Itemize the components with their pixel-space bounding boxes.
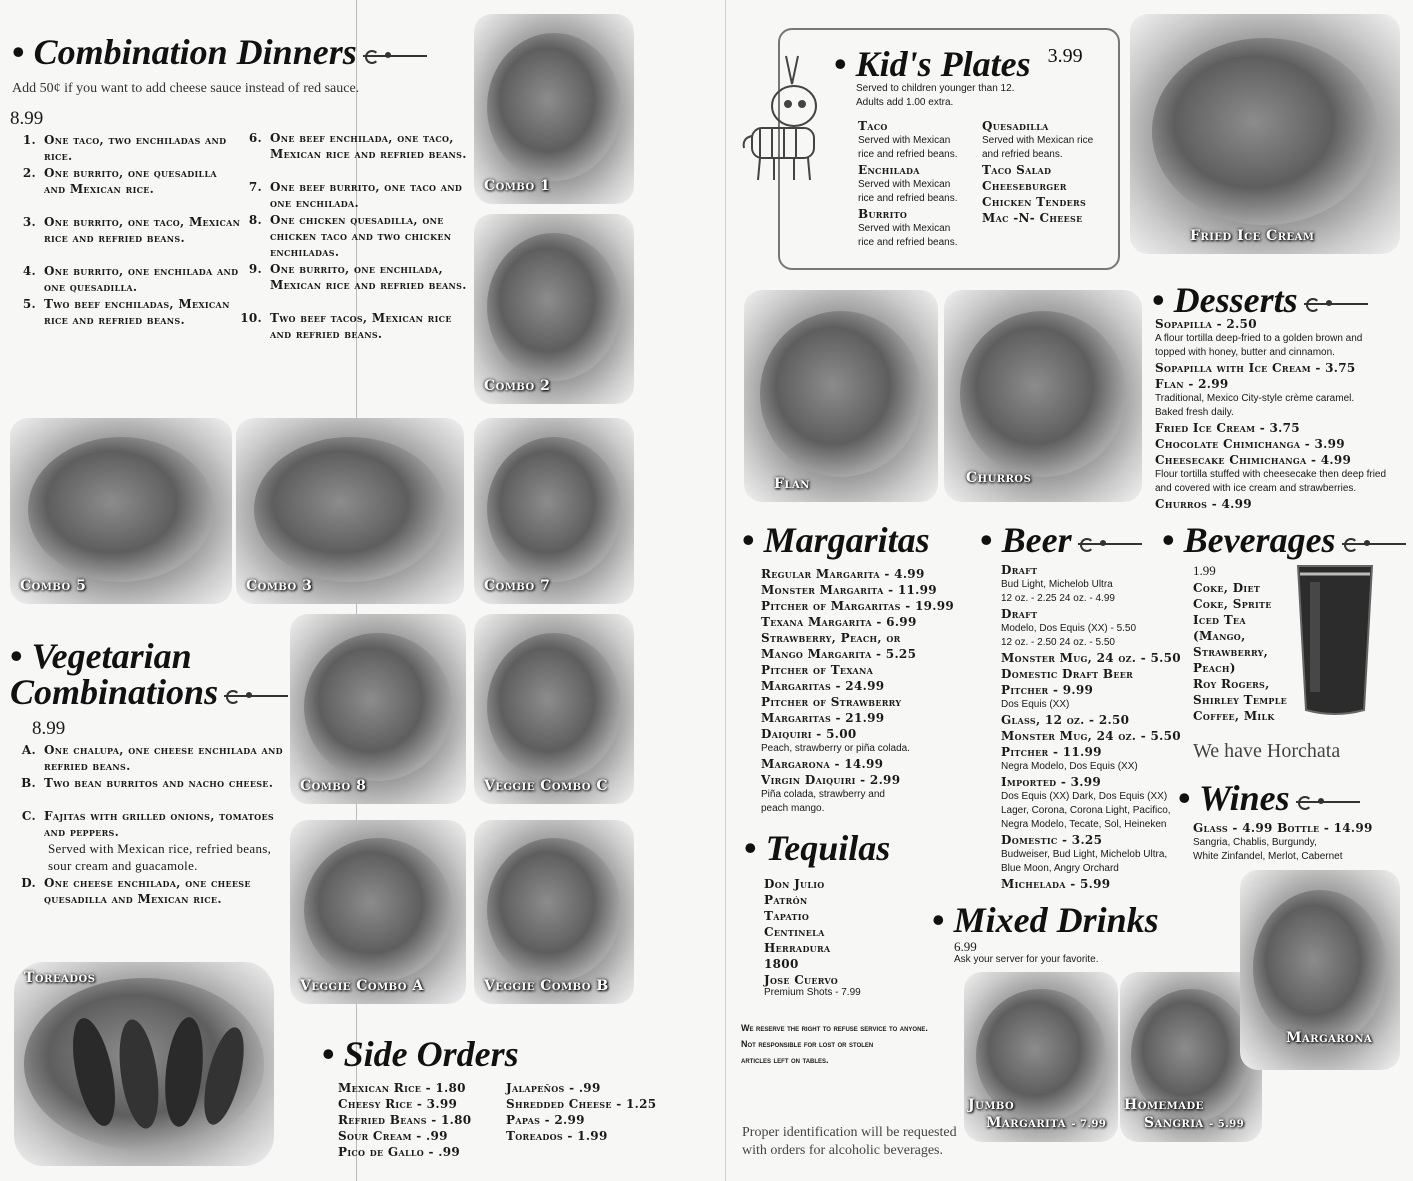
- photo-combo-3: [236, 418, 464, 604]
- beer-line: Budweiser, Bud Light, Michelob Ultra,: [1001, 849, 1168, 860]
- margarita-line: Margaritas - 24.99: [761, 679, 885, 693]
- mixed-drinks-title: • Mixed Drinks: [932, 900, 1159, 940]
- photo-margarona: [1240, 870, 1400, 1070]
- side-item: Pico de Gallo - .99: [338, 1145, 461, 1159]
- beverage-item: Roy Rogers,: [1193, 677, 1270, 691]
- kids-item: Taco Salad: [982, 163, 1052, 177]
- photo-label: Churros: [966, 470, 1032, 486]
- margaritas-title: • Margaritas: [742, 520, 930, 560]
- beer-line: Negra Modelo, Dos Equis (XX): [1001, 761, 1138, 772]
- beverages-price: 1.99: [1193, 563, 1216, 578]
- beverage-item: Coke, Sprite: [1193, 597, 1272, 611]
- photo-combo-5: [10, 418, 232, 604]
- combo-item: 9. One burrito, one enchilada, Mexican rice and refried beans.: [248, 262, 467, 292]
- kids-item: Cheeseburger: [982, 179, 1067, 193]
- beverage-item: Strawberry,: [1193, 645, 1269, 659]
- policy-note: We reserve the right to refuse service to anyone. Not responsible for lost or stolen articles left on tables.: [741, 1023, 928, 1065]
- wines-price: Glass - 4.99 Bottle - 14.99: [1193, 821, 1373, 835]
- tequila-item: Centinela: [764, 925, 825, 939]
- photo-combo-8: [290, 614, 466, 804]
- combo-item: 7. One beef burrito, one taco and one enchilada.: [248, 180, 463, 210]
- photo-label: Flan: [774, 476, 810, 492]
- veg-item: A. One chalupa, one cheese enchilada and refried beans.: [21, 743, 283, 773]
- beverage-item: Coke, Diet: [1193, 581, 1261, 595]
- desserts-title: • Desserts: [1152, 282, 1368, 318]
- wines-desc: Sangria, Chablis, Burgundy, White Zinfandel, Merlot, Cabernet: [1193, 837, 1343, 862]
- beer-line: Pitcher - 9.99: [1001, 683, 1094, 697]
- beer-list: [1001, 562, 1181, 892]
- wines-title: • Wines: [1178, 780, 1360, 816]
- side-item: Toreados - 1.99: [506, 1129, 608, 1143]
- dessert-line: Baked fresh daily.: [1155, 407, 1234, 418]
- photo-flan: [744, 290, 938, 502]
- kids-right-col: Quesadilla Served with Mexican rice and refried beans. Taco Salad Cheeseburger Chicken Tenders Mac -N- Cheese: [982, 119, 1094, 225]
- veg-item: C. Fajitas with grilled onions, tomatoes and peppers. Served with Mexican rice, refried beans, sour cream and guacamole.: [21, 809, 274, 873]
- beverage-item: Peach): [1193, 661, 1236, 675]
- beer-title: • Beer: [980, 522, 1142, 558]
- combo-item: 5. Two beef enchiladas, Mexican rice and refried beans.: [22, 297, 230, 327]
- vegetarian-title: • Vegetarian Combinations: [10, 638, 288, 710]
- combo-item: 1. One taco, two enchiladas and rice.: [22, 133, 227, 163]
- photo-label: Combo 7: [484, 578, 551, 594]
- photo-veggie-combo-a: [290, 820, 466, 1004]
- id-notice: Proper identification will be requested with orders for alcoholic beverages.: [742, 1125, 957, 1158]
- combination-dinners-title: • Combination Dinners: [12, 34, 427, 70]
- margarita-line: Margarona - 14.99: [761, 757, 884, 771]
- kids-left-col: Taco Served with Mexican rice and refried beans. Enchilada Served with Mexican rice and refried beans. Burrito Served with Mexican rice and refried beans.: [858, 119, 958, 248]
- combo-item: 4. One burrito, one enchilada and one quesadilla.: [22, 264, 239, 294]
- kids-plates-title: • Kid's Plates $^{3.99}$: [834, 44, 1083, 84]
- beer-line: Draft: [1001, 607, 1038, 621]
- photo-combo-7: [474, 418, 634, 604]
- dessert-line: topped with honey, butter and cinnamon.: [1155, 347, 1335, 358]
- dessert-line: Churros - 4.99: [1155, 497, 1252, 511]
- beverages-title: • Beverages: [1162, 522, 1406, 558]
- dessert-line: Flan - 2.99: [1155, 377, 1229, 391]
- veg-price: 8.99: [32, 718, 66, 739]
- dessert-line: Sopapilla - 2.50: [1155, 317, 1257, 331]
- beverage-item: Shirley Temple: [1193, 693, 1288, 707]
- veg-list: [12, 742, 292, 908]
- dessert-line: Cheesecake Chimichanga - 4.99: [1155, 453, 1352, 467]
- dessert-line: Fried Ice Cream - 3.75: [1155, 421, 1300, 435]
- photo-churros: [944, 290, 1142, 502]
- kids-item: Burrito: [858, 207, 908, 221]
- margarita-line: Pitcher of Margaritas - 19.99: [761, 599, 955, 613]
- margarita-line: Pitcher of Texana: [761, 663, 874, 677]
- photo-label: Combo 2: [484, 378, 551, 394]
- photo-label: Jumbo Margarita - 7.99: [968, 1097, 1107, 1131]
- sides-col2: [506, 1080, 656, 1144]
- beer-line: Dos Equis (XX) Dark, Dos Equis (XX): [1001, 791, 1168, 802]
- beer-line: 12 oz. - 2.50 24 oz. - 5.50: [1001, 637, 1115, 648]
- photo-toreados: [14, 962, 274, 1166]
- mixed-note: Ask your server for your favorite.: [954, 954, 1099, 965]
- beverage-item: (Mango,: [1193, 629, 1246, 643]
- kids-item: Mac -N- Cheese: [982, 211, 1083, 225]
- photo-combo-1: [474, 14, 634, 204]
- tequila-item: Don Julio: [764, 877, 825, 891]
- soda-glass-icon: [1294, 558, 1376, 718]
- kids-item: Chicken Tenders: [982, 195, 1087, 209]
- margarita-line: Pitcher of Strawberry: [761, 695, 902, 709]
- tequila-item: 1800: [764, 957, 799, 971]
- kids-item: Quesadilla: [982, 119, 1049, 133]
- tequilas-title: • Tequilas: [744, 828, 891, 868]
- beer-line: Dos Equis (XX): [1001, 699, 1070, 710]
- beer-line: Domestic - 3.25: [1001, 833, 1103, 847]
- veg-item: D. One cheese enchilada, one cheese quesadilla and Mexican rice.: [21, 876, 251, 906]
- combo-price: 8.99: [10, 108, 44, 129]
- photo-label: Margarona: [1286, 1030, 1373, 1046]
- kids-price: 3.99: [1047, 45, 1083, 67]
- kids-note: Served to children younger than 12. Adults add 1.00 extra.: [856, 83, 1015, 108]
- margarita-line: Piña colada, strawberry and: [761, 789, 885, 800]
- combo-list-right: [238, 130, 474, 343]
- beverage-item: Coffee, Milk: [1193, 709, 1275, 723]
- dessert-line: Sopapilla with Ice Cream - 3.75: [1155, 361, 1356, 375]
- pinata-icon: [738, 48, 834, 184]
- margarita-line: Monster Margarita - 11.99: [761, 583, 937, 597]
- beer-line: Imported - 3.99: [1001, 775, 1102, 789]
- photo-label: Combo 8: [300, 778, 367, 794]
- beer-line: Domestic Draft Beer: [1001, 667, 1134, 681]
- combo-item: 8. One chicken quesadilla, one chicken taco and two chicken enchiladas.: [248, 213, 452, 259]
- sides-col1: [338, 1080, 471, 1160]
- tequila-item: Jose Cuervo: [764, 973, 839, 987]
- kids-item: Enchilada: [858, 163, 920, 177]
- combo-list-left: [12, 132, 242, 345]
- beer-line: Pitcher - 11.99: [1001, 745, 1102, 759]
- margarita-line: Mango Margarita - 5.25: [761, 647, 917, 661]
- photo-label: Homemade Sangria - 5.99: [1124, 1097, 1245, 1131]
- horchata-note: We have Horchata: [1193, 740, 1341, 762]
- side-item: Shredded Cheese - 1.25: [506, 1097, 657, 1111]
- side-item: Refried Beans - 1.80: [338, 1113, 472, 1127]
- photo-label: Toreados: [24, 970, 96, 986]
- beer-line: Lager, Corona, Corona Light, Pacifico,: [1001, 805, 1171, 816]
- photo-label: Veggie Combo B: [484, 978, 609, 994]
- margarita-line: Strawberry, Peach, or: [761, 631, 901, 645]
- side-item: Cheesy Rice - 3.99: [338, 1097, 458, 1111]
- mixed-price: 6.99: [954, 939, 977, 954]
- tequila-item: Patrón: [764, 893, 808, 907]
- photo-veggie-combo-b: [474, 820, 634, 1004]
- margarita-line: Margaritas - 21.99: [761, 711, 885, 725]
- beer-line: 12 oz. - 2.25 24 oz. - 4.99: [1001, 593, 1115, 604]
- beer-line: Bud Light, Michelob Ultra: [1001, 579, 1113, 590]
- beer-line: Michelada - 5.99: [1001, 877, 1111, 891]
- combo-note: Add 50¢ if you want to add cheese sauce instead of red sauce.: [12, 81, 360, 96]
- margarita-line: Virgin Daiquiri - 2.99: [761, 773, 901, 787]
- side-item: Papas - 2.99: [506, 1113, 585, 1127]
- margarita-line: peach mango.: [761, 803, 825, 814]
- margarita-line: Daiquiri - 5.00: [761, 727, 857, 741]
- beer-line: Modelo, Dos Equis (XX) - 5.50: [1001, 623, 1137, 634]
- photo-label: Fried Ice Cream: [1190, 228, 1315, 244]
- beer-line: Monster Mug, 24 oz. - 5.50: [1001, 729, 1181, 743]
- tequilas-premium: Premium Shots - 7.99: [764, 987, 861, 998]
- beer-line: Blue Moon, Angry Orchard: [1001, 863, 1119, 874]
- photo-label: Veggie Combo A: [300, 978, 424, 994]
- tequilas-list: [764, 876, 838, 988]
- photo-combo-2: [474, 214, 634, 404]
- photo-fried-ice-cream: [1130, 14, 1400, 254]
- photo-label: Combo 5: [20, 578, 87, 594]
- desserts-list: [1155, 316, 1405, 512]
- beer-line: Draft: [1001, 563, 1038, 577]
- photo-label: Combo 1: [484, 178, 551, 194]
- margarita-line: Regular Margarita - 4.99: [761, 567, 925, 581]
- jalapeno-peppers-icon: [54, 992, 254, 1142]
- dessert-line: Flour tortilla stuffed with cheesecake then deep fried: [1155, 469, 1387, 480]
- beer-line: Negra Modelo, Tecate, Sol, Heineken: [1001, 819, 1167, 830]
- tequila-item: Tapatio: [764, 909, 810, 923]
- margarita-line: Peach, strawberry or piña colada.: [761, 743, 910, 754]
- combo-item: 10. Two beef tacos, Mexican rice and refried beans.: [240, 311, 452, 341]
- combo-item: 3. One burrito, one taco, Mexican rice and refried beans.: [22, 215, 241, 245]
- beer-line: Glass, 12 oz. - 2.50: [1001, 713, 1130, 727]
- dessert-line: Traditional, Mexico City-style crème caramel.: [1155, 393, 1355, 404]
- dessert-line: Chocolate Chimichanga - 3.99: [1155, 437, 1345, 451]
- combo-item: 6. One beef enchilada, one taco, Mexican rice and refried beans.: [248, 131, 467, 161]
- photo-label: Combo 3: [246, 578, 313, 594]
- veg-item: B. Two bean burritos and nacho cheese.: [21, 776, 274, 790]
- side-item: Sour Cream - .99: [338, 1129, 448, 1143]
- side-item: Jalapeños - .99: [506, 1081, 601, 1095]
- photo-label: Veggie Combo C: [484, 778, 609, 794]
- margaritas-list: [761, 566, 981, 816]
- dessert-line: A flour tortilla deep-fried to a golden brown and: [1155, 333, 1363, 344]
- tequila-item: Herradura: [764, 941, 831, 955]
- margarita-line: Texana Margarita - 6.99: [761, 615, 917, 629]
- side-item: Mexican Rice - 1.80: [338, 1081, 466, 1095]
- beverages-list: [1193, 580, 1287, 724]
- dessert-line: and covered with ice cream and strawberries.: [1155, 483, 1357, 494]
- photo-jumbo-margarita: [964, 972, 1118, 1142]
- photo-veggie-combo-c: [474, 614, 634, 804]
- side-orders-title: • Side Orders: [322, 1034, 519, 1074]
- kids-item: Taco: [858, 119, 888, 133]
- beverage-item: Iced Tea: [1193, 613, 1246, 627]
- beer-line: Monster Mug, 24 oz. - 5.50: [1001, 651, 1181, 665]
- combo-item: 2. One burrito, one quesadilla and Mexican rice.: [22, 166, 217, 196]
